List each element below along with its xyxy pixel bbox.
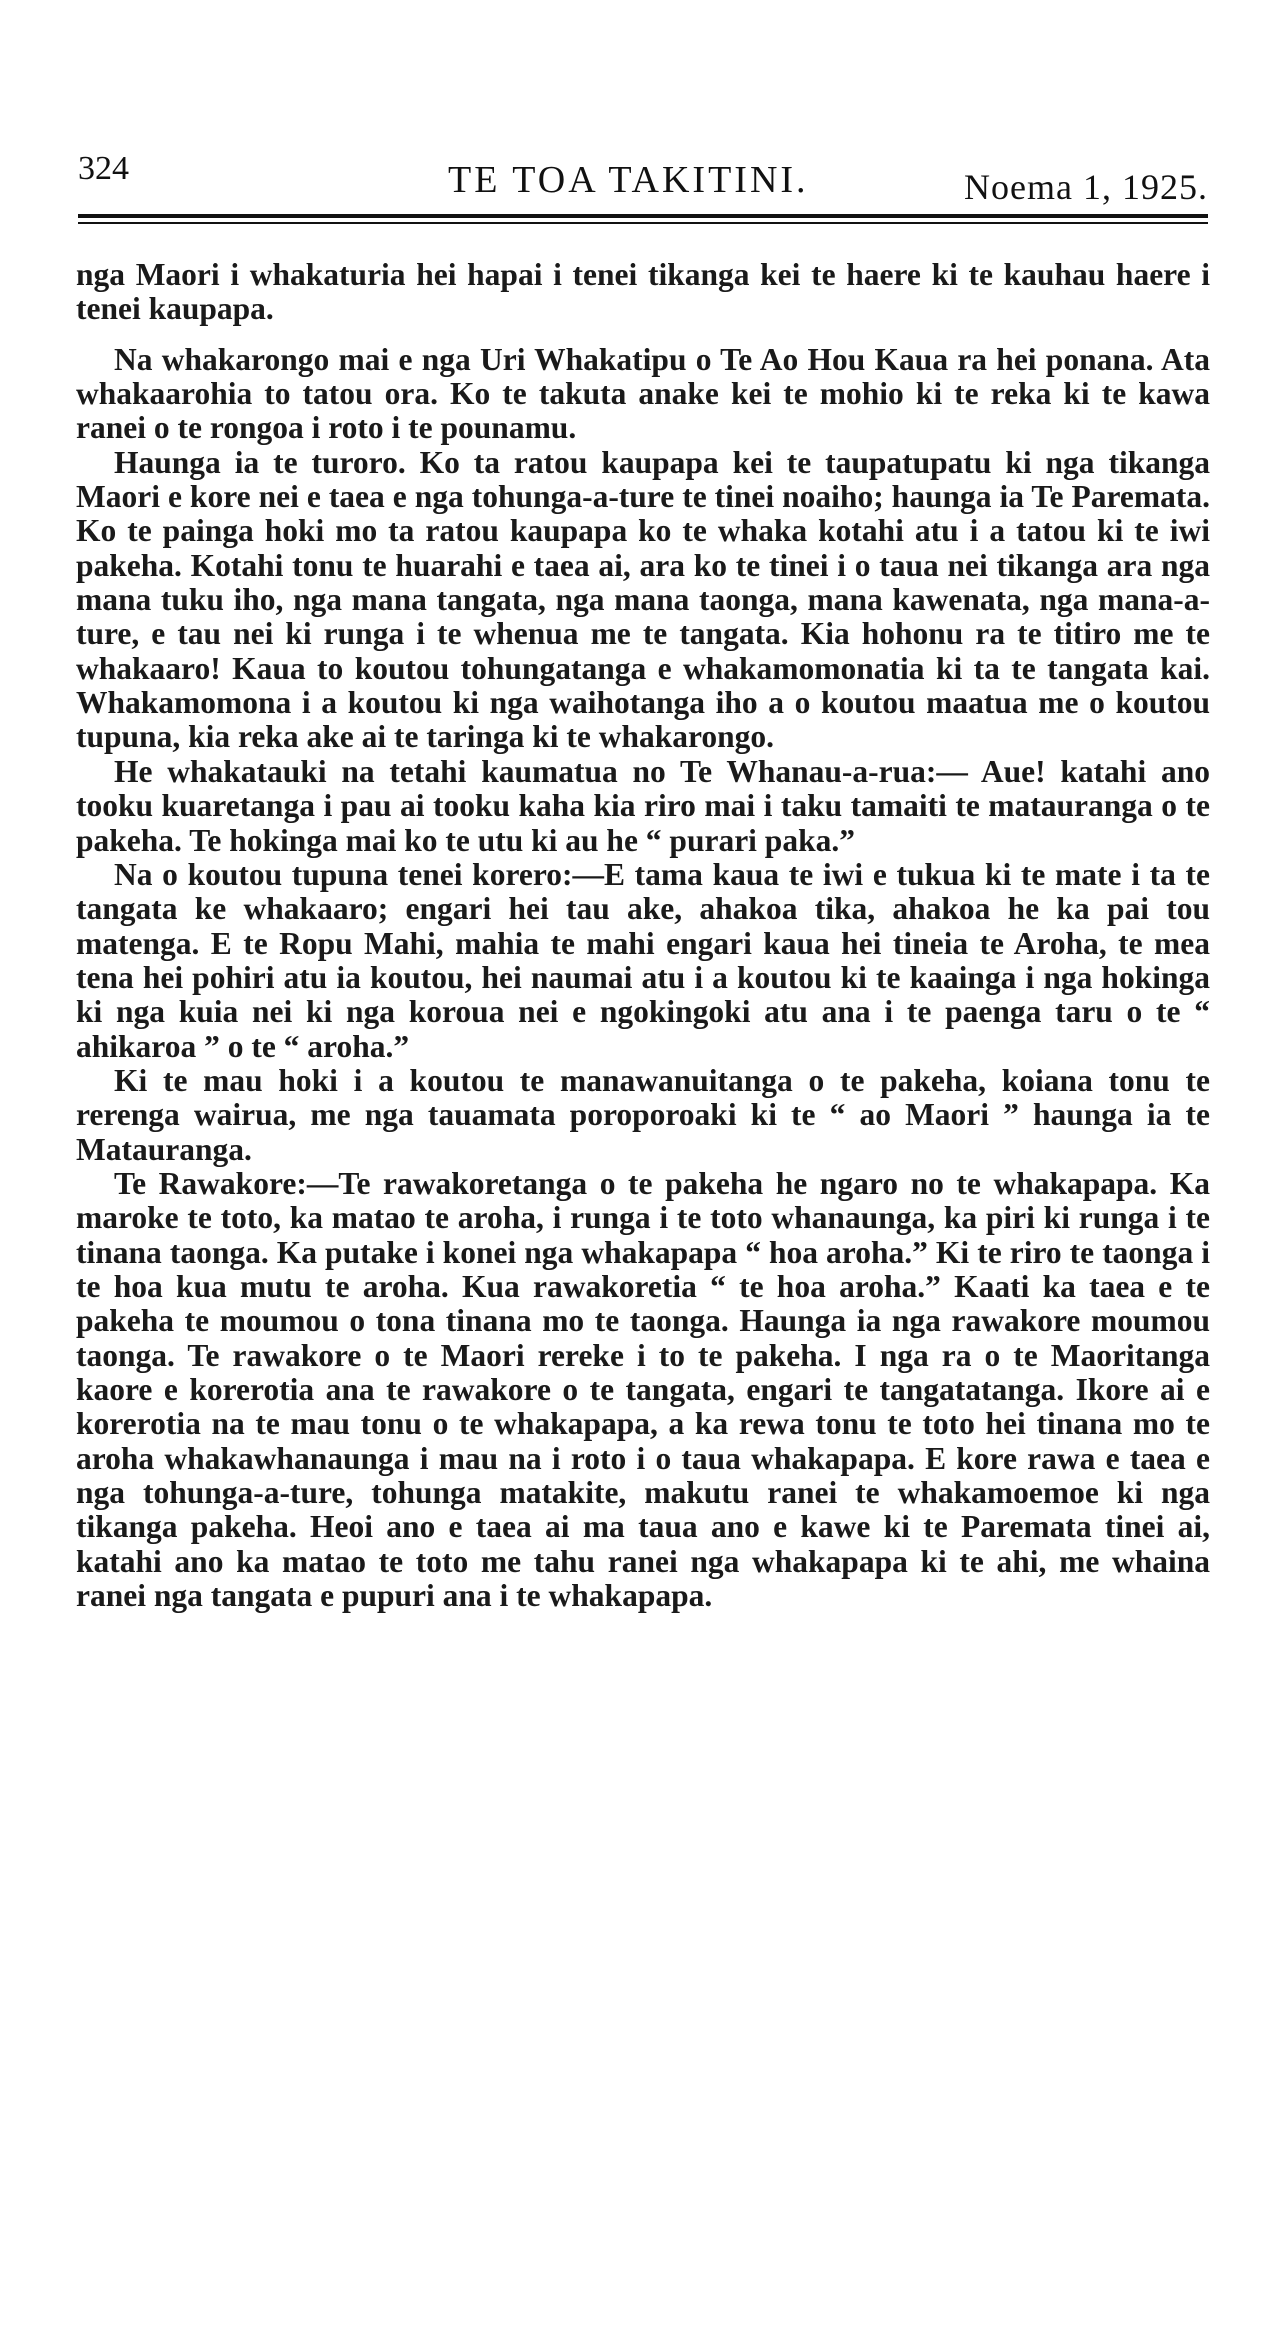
paragraph: Haunga ia te turoro. Ko ta ratou kaupapa kei te taupatupatu ki nga tikanga Maori e kore nei e taea e nga tohunga-a-ture te tinei noaiho; haunga ia Te Paremata. Ko te painga hoki mo ta ratou kaupapa ko te whaka kotahi atu i a tatou ki te iwi pakeha. Kotahi tonu te huarahi e taea ai, ara ko te tinei i o taua nei tikanga ara nga mana tuku iho, nga mana tangata, nga mana taonga, mana kawenata, nga mana-a-ture, e tau nei ki runga i te whenua me te tangata. Kia hohonu ra te titiro me te whakaaro! Kaua to koutou tohungatanga e whakamomonatia ki ta te tangata kai. Whakamomona i a koutou ki nga waihotanga iho a o koutou maatua me o koutou tupuna, kia reka ake ai te taringa ki te whakarongo.: [76, 444, 1210, 755]
body-text: [76, 258, 1210, 1613]
paragraph: Na whakarongo mai e nga Uri Whakatipu o Te Ao Hou Kaua ra hei ponana. Ata whakaarohia to tatou ora. Ko te takuta anake kei te mohio ki te reka ki te kawa ranei o te rongoa i roto i te pounamu.: [76, 341, 1210, 446]
running-title: TE TOA TAKITINI.: [448, 159, 809, 201]
page-number: 324: [78, 150, 129, 187]
issue-date: Noema 1, 1925.: [964, 167, 1208, 207]
header-rule-thin: [78, 222, 1208, 224]
page-header: [78, 150, 1208, 206]
paragraph: He whakatauki na tetahi kaumatua no Te Whanau-a-rua:— Aue! katahi ano tooku kuaretanga i pau ai tooku kaha kia riro mai i taku tamaiti te matauranga o te pakeha. Te hokinga mai ko te utu ki au he “ purari paka.”: [76, 753, 1210, 858]
paragraph: Ki te mau hoki i a koutou te manawanuitanga o te pakeha, koiana tonu te rerenga wairua, me nga tauamata poroporoaki ki te “ ao Maori ” haunga ia te Matauranga.: [76, 1062, 1210, 1167]
paragraph: Na o koutou tupuna tenei korero:—E tama kaua te iwi e tukua ki te mate i ta te tangata ke whakaaro; engari hei tau ake, ahakoa tika, ahakoa he ka pai tou matenga. E te Ropu Mahi, mahia te mahi engari kaua hei tineia te Aroha, te mea tena hei pohiri atu ia koutou, hei naumai atu i a koutou ki te kaainga i nga hokinga ki nga kuia nei ki nga koroua nei e ngokingoki atu ana i te paenga taru o te “ ahikaroa ” o te “ aroha.”: [76, 856, 1210, 1064]
header-rule: [78, 214, 1208, 218]
paragraph: nga Maori i whakaturia hei hapai i tenei tikanga kei te haere ki te kauhau haere i tenei kaupapa.: [76, 257, 1210, 327]
paragraph: Te Rawakore:—Te rawakoretanga o te pakeha he ngaro no te whakapapa. Ka maroke te toto, ka matao te aroha, i runga i te toto whanaunga, ka piri ki runga i te tinana taonga. Ka putake i konei nga whakapapa “ hoa aroha.” Ki te riro te taonga i te hoa kua mutu te aroha. Kua rawakoretia “ te hoa aroha.” Kaati ka taea e te pakeha te moumou o tona tinana mo te taonga. Haunga ia nga rawakore moumou taonga. Te rawakore o te Maori rereke i to te pakeha. I nga ra o te Maoritanga kaore e korerotia ana te rawakore o te tangata, engari te tangatatanga. Ikore ai e korerotia na te mau tonu o te whakapapa, a ka rewa tonu te toto hei tinana mo te aroha whakawhanaunga i mau na i roto i o taua whakapapa. E kore rawa e taea e nga tohunga-a-ture, tohunga matakite, makutu ranei te whakamoemoe ki nga tikanga pakeha. Heoi ano e taea ai ma taua ano e kawe ki te Paremata tinei ai, katahi ano ka matao te toto me tahu ranei nga whakapapa ki te ahi, me whaina ranei nga tangata e pupuri ana i te whakapapa.: [76, 1165, 1210, 1614]
